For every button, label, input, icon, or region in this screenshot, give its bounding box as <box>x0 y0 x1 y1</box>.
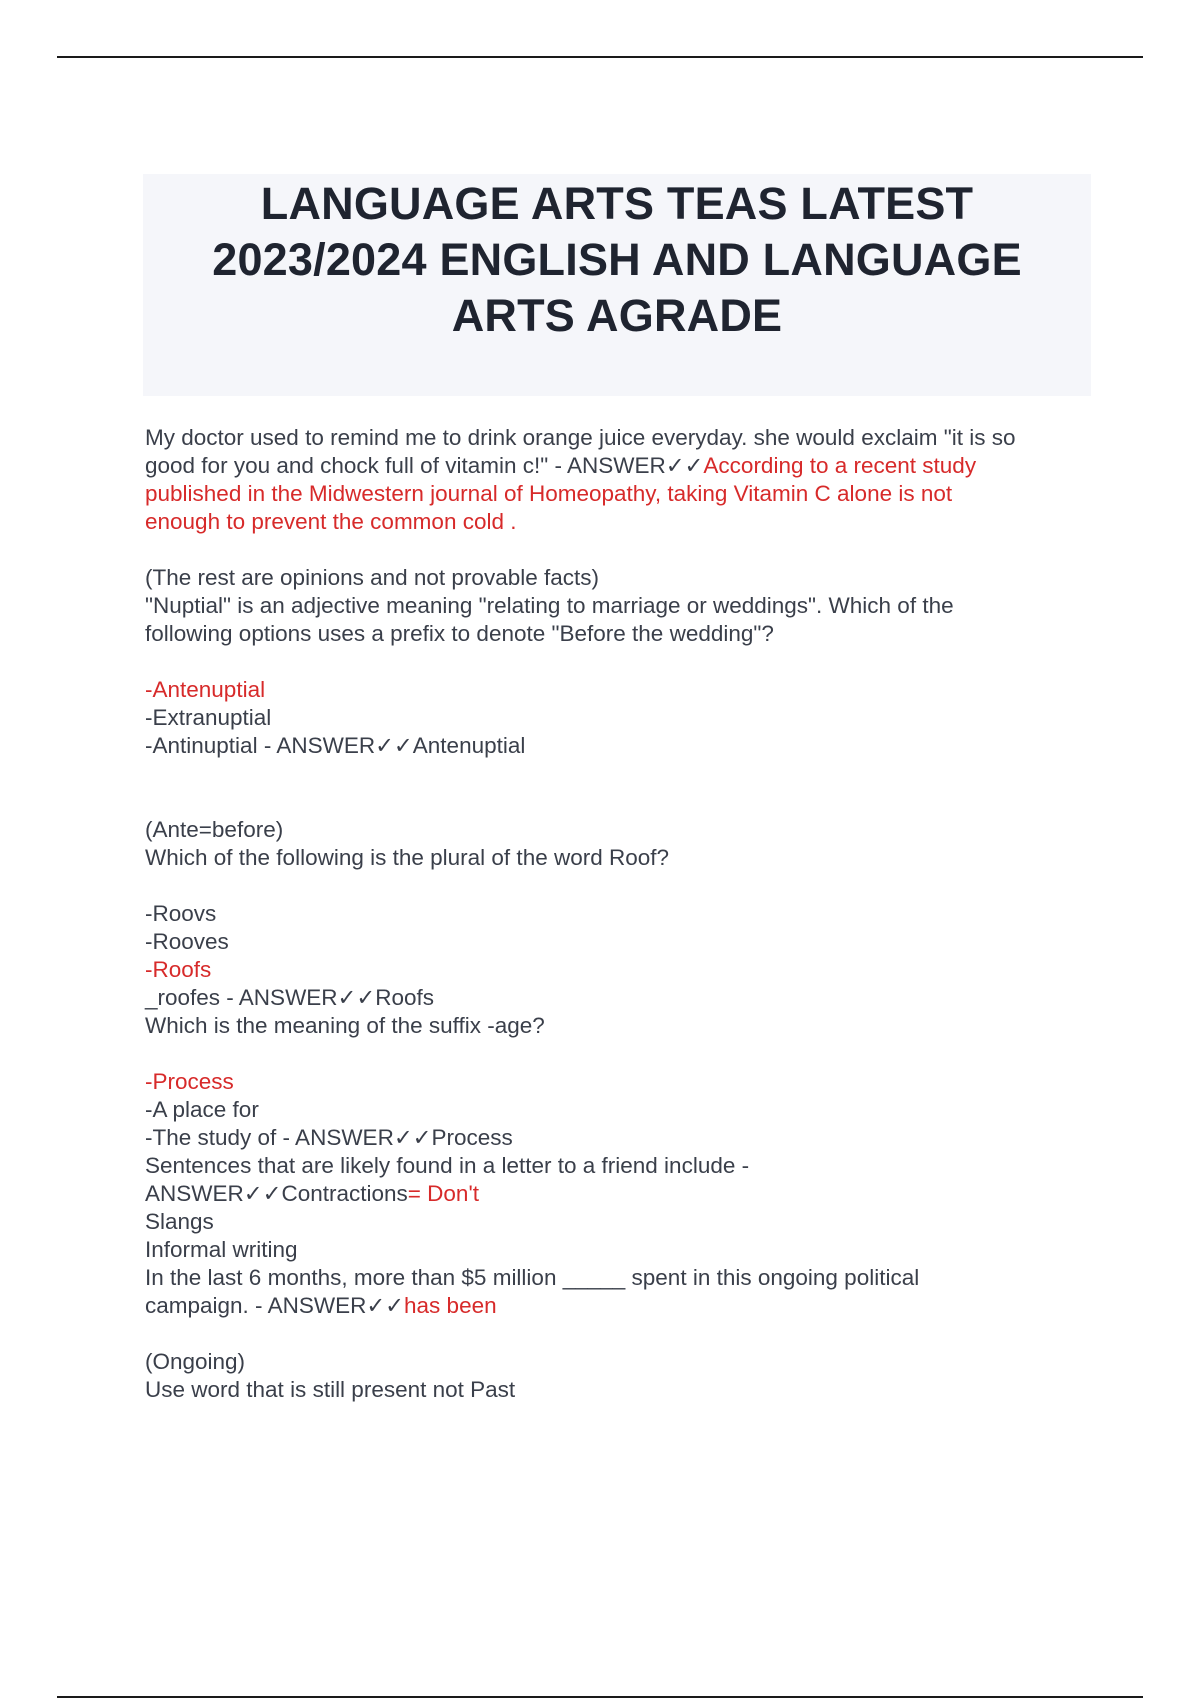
q6-answer: has been <box>404 1293 497 1318</box>
q5-answer-3: Informal writing <box>145 1237 298 1262</box>
q6-line-1: In the last 6 months, more than $5 million _____ spent in this ongoing political <box>145 1265 920 1290</box>
top-rule <box>57 56 1143 58</box>
q4-option-3-answer: -The study of - ANSWER✓✓Process <box>145 1125 513 1150</box>
q1-note: (The rest are opinions and not provable facts) <box>145 565 599 590</box>
q5-answer-line <box>145 1180 1095 1208</box>
q4-question: Which is the meaning of the suffix -age? <box>145 1013 545 1038</box>
q2-line-1: "Nuptial" is an adjective meaning "relating to marriage or weddings". Which of the <box>145 593 954 618</box>
page-title-line-3: ARTS AGRADE <box>451 290 783 341</box>
q3-option-2: -Rooves <box>145 929 229 954</box>
title-banner <box>143 174 1091 396</box>
q3-option-4-answer: _roofes - ANSWER✓✓Roofs <box>145 985 435 1010</box>
q2-option-correct: -Antenuptial <box>145 677 266 702</box>
q1-answer-line-4: enough to prevent the common cold . <box>145 509 517 534</box>
q2-note: (Ante=before) <box>145 817 284 842</box>
q3-option-1: -Roovs <box>145 901 217 926</box>
q5-answer-example: = Don't <box>407 1181 479 1206</box>
document-body <box>145 424 1095 1404</box>
q1-answer-line-3: published in the Midwestern journal of Homeopathy, taking Vitamin C alone is not <box>145 481 953 506</box>
bottom-rule <box>57 1696 1143 1698</box>
q4-option-correct: -Process <box>145 1069 234 1094</box>
q1-line-2 <box>145 452 1095 480</box>
q4-option-2: -A place for <box>145 1097 259 1122</box>
q3-option-correct: -Roofs <box>145 957 212 982</box>
q6-note: (Ongoing) <box>145 1349 246 1374</box>
page-title-line-1: LANGUAGE ARTS TEAS LATEST <box>260 178 974 229</box>
q5-answer-2: Slangs <box>145 1209 214 1234</box>
q6-explanation: Use word that is still present not Past <box>145 1377 516 1402</box>
q1-line-2-text: good for you and chock full of vitamin c!" - ANSWER✓✓ <box>145 453 704 478</box>
q6-line-2 <box>145 1292 1095 1320</box>
q2-line-2: following options uses a prefix to denote "Before the wedding"? <box>145 621 774 646</box>
q1-answer-start: According to a recent study <box>703 453 977 478</box>
q3-question: Which of the following is the plural of the word Roof? <box>145 845 670 870</box>
q2-option-2: -Extranuptial <box>145 705 272 730</box>
q1-line-1: My doctor used to remind me to drink orange juice everyday. she would exclaim "it is so <box>145 425 1016 450</box>
q5-answer-text: ANSWER✓✓Contractions <box>145 1181 408 1206</box>
q2-option-3-answer: -Antinuptial - ANSWER✓✓Antenuptial <box>145 733 526 758</box>
q6-line-2-text: campaign. - ANSWER✓✓ <box>145 1293 405 1318</box>
q5-question: Sentences that are likely found in a letter to a friend include - <box>145 1153 750 1178</box>
page-title-line-2: 2023/2024 ENGLISH AND LANGUAGE <box>212 234 1022 285</box>
